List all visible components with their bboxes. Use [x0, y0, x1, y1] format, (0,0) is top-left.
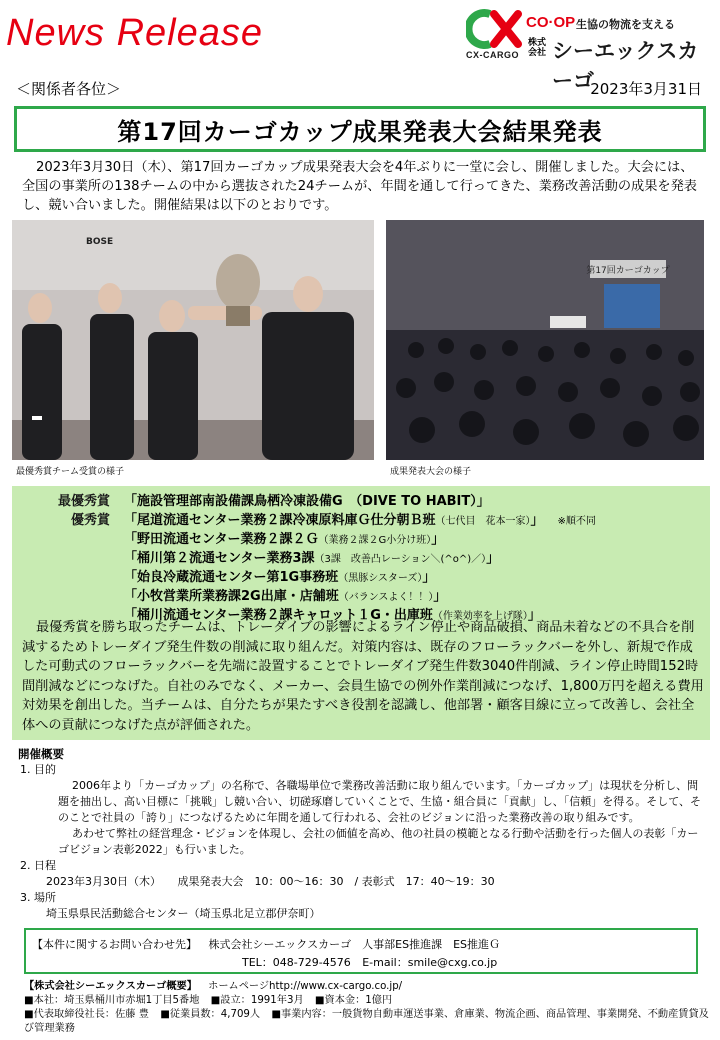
company-overview: [24, 980, 714, 1036]
bose-logo: BOSE: [86, 237, 114, 247]
hall-banner: 第17回カーゴカップ: [586, 266, 670, 276]
contact-tel: TEL：048-729-4576: [242, 956, 351, 969]
excellent-team: 「桶川流通センター業務２課キャロット１G・出庫班（作業効率を上げ隊）」: [124, 608, 541, 623]
excellent-team: 「尾道流通センター業務２課冷凍原料庫Ｇ仕分朝Ｂ班（七代目 花本一家）」 ※順不同: [124, 513, 596, 528]
grand-prize-row: [20, 490, 710, 509]
excellent-team: 「桶川第２流通センター業務3課（3課 改善凸レーション＼(^o^)／）」: [124, 551, 500, 566]
presentation-hall-photo: [386, 220, 704, 460]
title-box: [14, 106, 706, 152]
recipient: ＜関係者各位＞: [16, 80, 122, 98]
company-info-label: 【株式会社シーエックスカーゴ概要】: [24, 981, 197, 992]
contact-email[interactable]: E-mail：smile@cxg.co.jp: [362, 956, 498, 969]
release-date: 2023年3月31日: [590, 80, 702, 98]
news-release-title: News Release: [6, 12, 263, 54]
company-name: シーエックスカーゴ: [552, 39, 699, 93]
cx-logo-icon: [466, 8, 524, 50]
awards-section: [12, 486, 710, 740]
excellent-row-3: [20, 547, 710, 566]
contact-label: 【本件に関するお問い合わせ先】: [32, 938, 197, 951]
excellent-row-4: [20, 566, 710, 585]
contact-details: [242, 954, 505, 970]
excellent-row-1: [20, 509, 710, 528]
coop-mark: CO·OP: [526, 14, 576, 31]
photo-caption-right: 成果発表大会の様子: [390, 467, 472, 477]
company-info-row-2: [24, 994, 714, 1008]
logo-tagline: 生協の物流を支える: [576, 18, 675, 31]
company-business: ■事業内容：一般貨物自動車運送事業、倉庫業、物流企画、商品管理、事業開発、不動産賃貸及び管理業務: [24, 1009, 709, 1034]
logo-subtitle: CX-CARGO: [466, 50, 519, 60]
schedule-text: 2023年3月30日（木） 成果発表大会 10：00～16：30 / 表彰式 17：40～19：30: [46, 875, 495, 888]
schedule-label: 2. 日程: [20, 859, 56, 872]
excellent-row-2: [20, 528, 710, 547]
intro-text: 2023年3月30日（木）、第17回カーゴカップ成果発表大会を4年ぶりに一堂に会し、開催しました。大会には、全国の事業所の138チームの中から選抜された24チームが、年間を通して行ってきた、業務改善活動の成果を発表し、競い合いました。開催結果は以下のとおりです。: [22, 160, 697, 213]
page-title: 第17回カーゴカップ成果発表大会結果発表: [117, 117, 603, 146]
company-capital: ■資本金：1億円: [314, 995, 393, 1006]
purpose-text: 2006年より「カーゴカップ」の名称で、各職場単位で業務改善活動に取り組んでいます。「カーゴカップ」は現状を分析し、問題を抽出し、高い目標に「挑戦」し競い合い、切磋琢磨していくことで、生協・組合員に「貢献」し、「信頼」を得る。そして、そのことで社員の「誇り」につなげるために年間を通して行われる、会社のビジョンに沿った業務改善の取り組みです。: [58, 779, 702, 824]
company-established: ■設立：1991年3月: [210, 995, 304, 1006]
company-info-row-3: [24, 1008, 714, 1036]
grand-prize-team: 「施設管理部南設備課鳥栖冷凍設備G （DIVE TO HABIT）」: [124, 494, 490, 509]
purpose-label: 1. 目的: [20, 763, 56, 776]
homepage-link[interactable]: ホームページhttp://www.cx-cargo.co.jp/: [208, 981, 403, 992]
company-address: ■本社：埼玉県桶川市赤堀1丁目5番地: [24, 995, 200, 1006]
grand-prize-label: 最優秀賞: [57, 494, 110, 509]
purpose-text-2: あわせて弊社の経営理念・ビジョンを体現し、会社の価値を高め、他の社員の模範となる行動や活動を行った個人の表彰「カーゴビジョン表彰2022」も行いました。: [58, 827, 699, 856]
contact-box: [24, 928, 698, 974]
place-text: 埼玉県県民活動総合センター（埼玉県北足立郡伊奈町）: [46, 907, 321, 920]
place-label: 3. 場所: [20, 891, 56, 904]
award-ceremony-photo: [12, 220, 374, 460]
company-employees: ■従業員数：4,709人: [160, 1009, 261, 1020]
excellent-prize-label: 優秀賞: [70, 513, 110, 528]
company-type: 株式会社: [528, 38, 547, 58]
event-overview: [18, 746, 708, 922]
award-list: [20, 490, 710, 623]
excellent-row-5: [20, 585, 710, 604]
company-info-row-1: [24, 980, 714, 994]
order-note: ※順不同: [557, 516, 596, 527]
excellent-team: 「小牧営業所業務課2G出庫・店舗班（バランスよく！！）」: [124, 589, 447, 604]
award-description: 最優秀賞を勝ち取ったチームは、トレーダイブの影響によるライン停止や商品破損、商品未着などの不具合を削減するためトレーダイブ発生件数の削減に取り組んだ。対策内容は、既存のフローラックバーを外し、新規で作成した可動式のフローラックバーを先端に設置することでトレーダイブ発生件数3040件削減、ライン停止時間152時間削減などにつなげた。自社のみでなく、メーカー、会員生協での例外作業削減につなげ、1,800万円を超える費用対効果を創出した。当チームは、自分たちが果たすべき役割を認識し、他部署・顧客目線に立って改善し、会社全体への貢献につなげた点が評価された。: [22, 620, 704, 733]
company-president: ■代表取締役社長：佐藤 豊: [24, 1009, 149, 1020]
overview-heading: 開催概要: [18, 747, 64, 761]
contact-row: [32, 936, 508, 952]
contact-dept: 株式会社シーエックスカーゴ 人事部ES推進課 ES推進Ｇ: [208, 938, 501, 951]
excellent-team: 「始良冷蔵流通センター第1G事務班（黒豚シスターズ）」: [124, 570, 436, 585]
excellent-team: 「野田流通センター業務２課２Ｇ（業務２課２G小分け班）」: [124, 532, 445, 547]
photo-caption-left: 最優秀賞チーム受賞の様子: [16, 467, 125, 477]
